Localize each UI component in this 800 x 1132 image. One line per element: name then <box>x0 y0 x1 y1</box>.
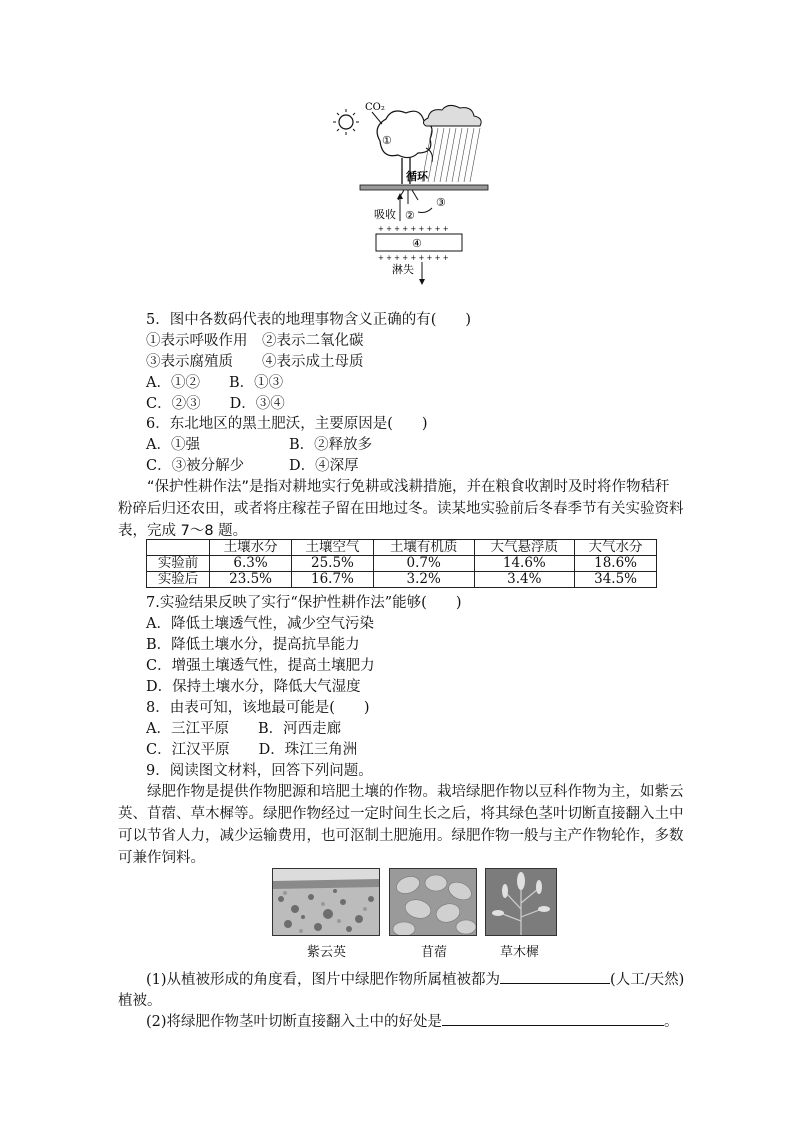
table-cell: 23.5% <box>210 572 292 588</box>
co2-label: CO₂ <box>365 102 385 113</box>
table-cell: 实验后 <box>147 572 210 588</box>
q9-sub1-text: (1)从植被形成的角度看，图片中绿肥作物所属植被都为 <box>146 972 501 988</box>
table-header-row <box>147 540 657 556</box>
photo-zi-yun-ying <box>272 868 380 936</box>
table-cell: 3.2% <box>373 572 474 588</box>
q5-options-cd[interactable]: C．②③ D．③④ <box>146 396 285 412</box>
leach-label: 淋失 <box>392 263 414 276</box>
table-cell: 34.5% <box>575 572 657 588</box>
q9-sub1 <box>146 970 684 990</box>
table-header-cell: 土壤空气 <box>292 540 374 556</box>
q9-sub1-answer-blank[interactable] <box>500 983 610 984</box>
table-cell: 16.7% <box>292 572 374 588</box>
marker-3: ③ <box>436 196 446 209</box>
absorb-label: 吸收 <box>374 208 396 221</box>
table-cell: 18.6% <box>575 556 657 572</box>
ground-surface <box>360 185 488 190</box>
q7-option-c[interactable]: C．增强土壤透气性，提高土壤肥力 <box>146 658 375 674</box>
passage-conservation-tillage: “保护性耕作法”是指对耕地实行免耕或浅耕措施，并在粮食收割时及时将作物秸秆粉碎后归还农田，或者将庄稼茬子留在田地过冬。读某地实验前后冬春季节有关实验资料表，完成 7～8 题。 <box>118 479 684 539</box>
q9-sub2-text: (2)将绿肥作物茎叶切断直接翻入土中的好处是 <box>146 1014 443 1030</box>
q6-option-d[interactable]: D．④深厚 <box>289 458 359 474</box>
table-header-cell <box>147 540 210 556</box>
q7-option-a[interactable]: A．降低土壤透气性，减少空气污染 <box>146 616 374 632</box>
table-row <box>147 572 657 588</box>
q5-stem: 5．图中各数码代表的地理事物含义正确的有( ) <box>146 312 472 328</box>
cycle-label: 循环 <box>406 170 428 183</box>
table-row <box>147 556 657 572</box>
q5-options-ab[interactable]: A．①② B．①③ <box>146 375 284 391</box>
q5-line2: ③表示腐殖质 ④表示成土母质 <box>146 354 364 370</box>
table-cell: 14.6% <box>474 556 575 572</box>
experiment-table <box>146 539 657 588</box>
sun-icon <box>333 109 359 135</box>
q9-sub2-end: 。 <box>664 1014 679 1030</box>
table-header-cell: 土壤有机质 <box>373 540 474 556</box>
q8-stem: 8．由表可知，该地最可能是( ) <box>146 700 370 716</box>
q9-sub2 <box>146 1012 679 1032</box>
plus-row-top: + + + + + + + + + <box>378 225 449 233</box>
marker-1: ① <box>382 134 392 147</box>
q5-line1: ①表示呼吸作用 ②表示二氧化碳 <box>146 333 364 349</box>
q8-options-ab[interactable]: A．三江平原 B．河西走廊 <box>146 721 342 737</box>
table-cell: 0.7% <box>373 556 474 572</box>
q9-stem: 9．阅读图文材料，回答下列问题。 <box>146 763 373 779</box>
marker-2: ② <box>405 209 415 222</box>
table-cell: 25.5% <box>292 556 374 572</box>
caption-zi-yun-ying: 紫云英 <box>307 945 347 960</box>
q9-sub1-tail: 植被。 <box>118 993 162 1009</box>
q9-sub2-answer-blank[interactable] <box>442 1025 664 1026</box>
table-header-cell: 大气悬浮质 <box>474 540 575 556</box>
caption-cao-mu-xi: 草木樨 <box>500 945 540 960</box>
table-cell: 实验前 <box>147 556 210 572</box>
q7-stem: 7.实验结果反映了实行“保护性耕作法”能够( ) <box>146 595 462 611</box>
q6-option-c[interactable]: C．③被分解少 <box>146 458 245 474</box>
soil-cycle-diagram <box>330 96 500 286</box>
photo-cao-mu-xi <box>485 868 557 936</box>
photo-mu-xu <box>389 868 477 936</box>
caption-mu-xu: 苜蓿 <box>421 945 448 960</box>
rain-lines <box>422 128 480 182</box>
table-cell: 6.3% <box>210 556 292 572</box>
q7-option-d[interactable]: D．保持土壤水分，降低大气湿度 <box>146 679 361 695</box>
q6-stem: 6．东北地区的黑土肥沃，主要原因是( ) <box>146 416 428 432</box>
q9-sub1-hint: (人工/天然) <box>610 972 685 988</box>
marker-4: ④ <box>412 237 422 250</box>
table-header-cell: 土壤水分 <box>210 540 292 556</box>
q6-option-b[interactable]: B．②释放多 <box>289 437 373 453</box>
table-cell: 3.4% <box>474 572 575 588</box>
table-header-cell: 大气水分 <box>575 540 657 556</box>
q6-option-a[interactable]: A．①强 <box>146 437 200 453</box>
q7-option-b[interactable]: B．降低土壤水分，提高抗旱能力 <box>146 637 360 653</box>
rain-cloud <box>423 105 481 126</box>
plus-row-bottom: + + + + + + + + + <box>378 254 449 262</box>
passage-green-manure: 绿肥作物是提供作物肥源和培肥土壤的作物。栽培绿肥作物以豆科作物为主，如紫云英、苜蓿、草木樨等。绿肥作物经过一定时间生长之后，将其绿色茎叶切断直接翻入土中可以节省人力，减少运输费用，也可沤制土肥施用。绿肥作物一般与主产作物轮作，多数可兼作饲料。 <box>118 784 684 866</box>
q8-options-cd[interactable]: C．江汉平原 D．珠江三角洲 <box>146 742 358 758</box>
